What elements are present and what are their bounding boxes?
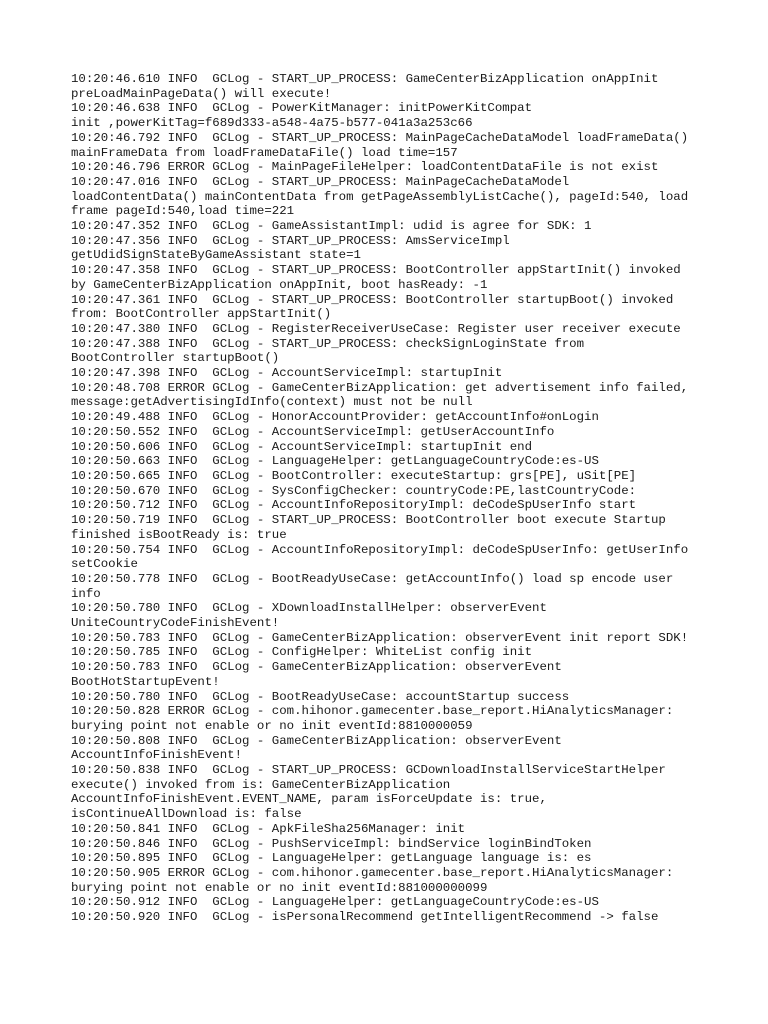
log-line: 10:20:47.356 INFO GCLog - START_UP_PROCESS: AmsServiceImpl xyxy=(71,233,510,248)
log-line: by GameCenterBizApplication onAppInit, boot hasReady: -1 xyxy=(71,277,488,292)
log-line: setCookie xyxy=(71,557,138,572)
log-line: getUdidSignStateByGameAssistant state=1 xyxy=(71,248,361,263)
log-line: execute() invoked from is: GameCenterBizApplication xyxy=(71,777,451,792)
log-line: 10:20:50.920 INFO GCLog - isPersonalRecommend getIntelligentRecommend -> false xyxy=(71,910,659,925)
log-line: init ,powerKitTag=f689d333-a548-4a75-b577-041a3a253c66 xyxy=(71,116,473,131)
log-line: 10:20:50.783 INFO GCLog - GameCenterBizApplication: observerEvent xyxy=(71,660,562,675)
log-line: 10:20:46.638 INFO GCLog - PowerKitManager: initPowerKitCompat xyxy=(71,101,533,116)
log-line: UniteCountryCodeFinishEvent! xyxy=(71,616,280,631)
log-line: 10:20:50.778 INFO GCLog - BootReadyUseCase: getAccountInfo() load sp encode user xyxy=(71,571,674,586)
log-line: preLoadMainPageData() will execute! xyxy=(71,86,332,101)
log-line: mainFrameData from loadFrameDataFile() load time=157 xyxy=(71,145,458,160)
log-line: 10:20:50.783 INFO GCLog - GameCenterBizApplication: observerEvent init report SDK! xyxy=(71,630,689,645)
log-line: message:getAdvertisingIdInfo(context) must not be null xyxy=(71,395,473,410)
log-line: 10:20:50.606 INFO GCLog - AccountServiceImpl: startupInit end xyxy=(71,439,533,454)
log-line: 10:20:50.785 INFO GCLog - ConfigHelper: WhiteList config init xyxy=(71,645,533,660)
log-line: 10:20:47.388 INFO GCLog - START_UP_PROCESS: checkSignLoginState from xyxy=(71,336,585,351)
log-line: loadContentData() mainContentData from getPageAssemblyListCache(), pageId:540, load xyxy=(71,189,689,204)
log-line: 10:20:50.828 ERROR GCLog - com.hihonor.gamecenter.base_report.HiAnalyticsManager: xyxy=(71,704,674,719)
log-line: 10:20:50.841 INFO GCLog - ApkFileSha256Manager: init xyxy=(71,821,466,836)
log-line: AccountInfoFinishEvent! xyxy=(71,748,243,763)
log-line: 10:20:50.719 INFO GCLog - START_UP_PROCESS: BootController boot execute Startup xyxy=(71,513,666,528)
log-line: BootHotStartupEvent! xyxy=(71,674,220,689)
log-document xyxy=(71,72,711,925)
log-line: finished isBootReady is: true xyxy=(71,527,287,542)
log-line: 10:20:50.808 INFO GCLog - GameCenterBizApplication: observerEvent xyxy=(71,733,562,748)
log-line: 10:20:50.895 INFO GCLog - LanguageHelper: getLanguage language is: es xyxy=(71,851,592,866)
log-line: 10:20:50.663 INFO GCLog - LanguageHelper: getLanguageCountryCode:es-US xyxy=(71,454,599,469)
log-line: BootController startupBoot() xyxy=(71,351,280,366)
log-line: from: BootController appStartInit() xyxy=(71,307,332,322)
log-line: 10:20:50.912 INFO GCLog - LanguageHelper: getLanguageCountryCode:es-US xyxy=(71,895,599,910)
log-line: 10:20:47.398 INFO GCLog - AccountServiceImpl: startupInit xyxy=(71,366,503,381)
log-line: 10:20:50.665 INFO GCLog - BootController: executeStartup: grs[PE], uSit[PE] xyxy=(71,468,637,483)
log-line: 10:20:47.358 INFO GCLog - START_UP_PROCESS: BootController appStartInit() invoked xyxy=(71,263,681,278)
log-line: 10:20:47.380 INFO GCLog - RegisterReceiverUseCase: Register user receiver execute xyxy=(71,321,681,336)
log-line: 10:20:50.712 INFO GCLog - AccountInfoRepositoryImpl: deCodeSpUserInfo start xyxy=(71,498,637,513)
log-line: 10:20:46.610 INFO GCLog - START_UP_PROCESS: GameCenterBizApplication onAppInit xyxy=(71,72,659,86)
log-line: 10:20:50.905 ERROR GCLog - com.hihonor.gamecenter.base_report.HiAnalyticsManager: xyxy=(71,865,674,880)
log-line: 10:20:50.780 INFO GCLog - XDownloadInstallHelper: observerEvent xyxy=(71,601,547,616)
log-line: AccountInfoFinishEvent.EVENT_NAME, param isForceUpdate is: true, xyxy=(71,792,547,807)
log-line: info xyxy=(71,586,101,601)
log-line: 10:20:49.488 INFO GCLog - HonorAccountProvider: getAccountInfo#onLogin xyxy=(71,410,599,425)
log-line: 10:20:50.670 INFO GCLog - SysConfigChecker: countryCode:PE,lastCountryCode: xyxy=(71,483,637,498)
log-line: 10:20:47.361 INFO GCLog - START_UP_PROCESS: BootController startupBoot() invoked xyxy=(71,292,674,307)
log-line: burying point not enable or no init eventId:881000000099 xyxy=(71,880,488,895)
log-line: 10:20:50.552 INFO GCLog - AccountServiceImpl: getUserAccountInfo xyxy=(71,424,555,439)
log-line: 10:20:50.838 INFO GCLog - START_UP_PROCESS: GCDownloadInstallServiceStartHelper xyxy=(71,763,666,778)
log-line: 10:20:48.708 ERROR GCLog - GameCenterBizApplication: get advertisement info failed, xyxy=(71,380,689,395)
log-line: 10:20:46.796 ERROR GCLog - MainPageFileHelper: loadContentDataFile is not exist xyxy=(71,160,659,175)
log-line: 10:20:50.754 INFO GCLog - AccountInfoRepositoryImpl: deCodeSpUserInfo: getUserInfo xyxy=(71,542,689,557)
log-line: 10:20:46.792 INFO GCLog - START_UP_PROCESS: MainPageCacheDataModel loadFrameData() xyxy=(71,130,689,145)
log-line: 10:20:47.352 INFO GCLog - GameAssistantImpl: udid is agree for SDK: 1 xyxy=(71,219,592,234)
log-line: 10:20:50.846 INFO GCLog - PushServiceImpl: bindService loginBindToken xyxy=(71,836,592,851)
log-line: 10:20:50.780 INFO GCLog - BootReadyUseCase: accountStartup success xyxy=(71,689,570,704)
log-line: burying point not enable or no init eventId:8810000059 xyxy=(71,718,473,733)
log-line: frame pageId:540,load time=221 xyxy=(71,204,295,219)
log-line: isContinueAllDownload is: false xyxy=(71,807,302,822)
log-line: 10:20:47.016 INFO GCLog - START_UP_PROCESS: MainPageCacheDataModel xyxy=(71,174,570,189)
